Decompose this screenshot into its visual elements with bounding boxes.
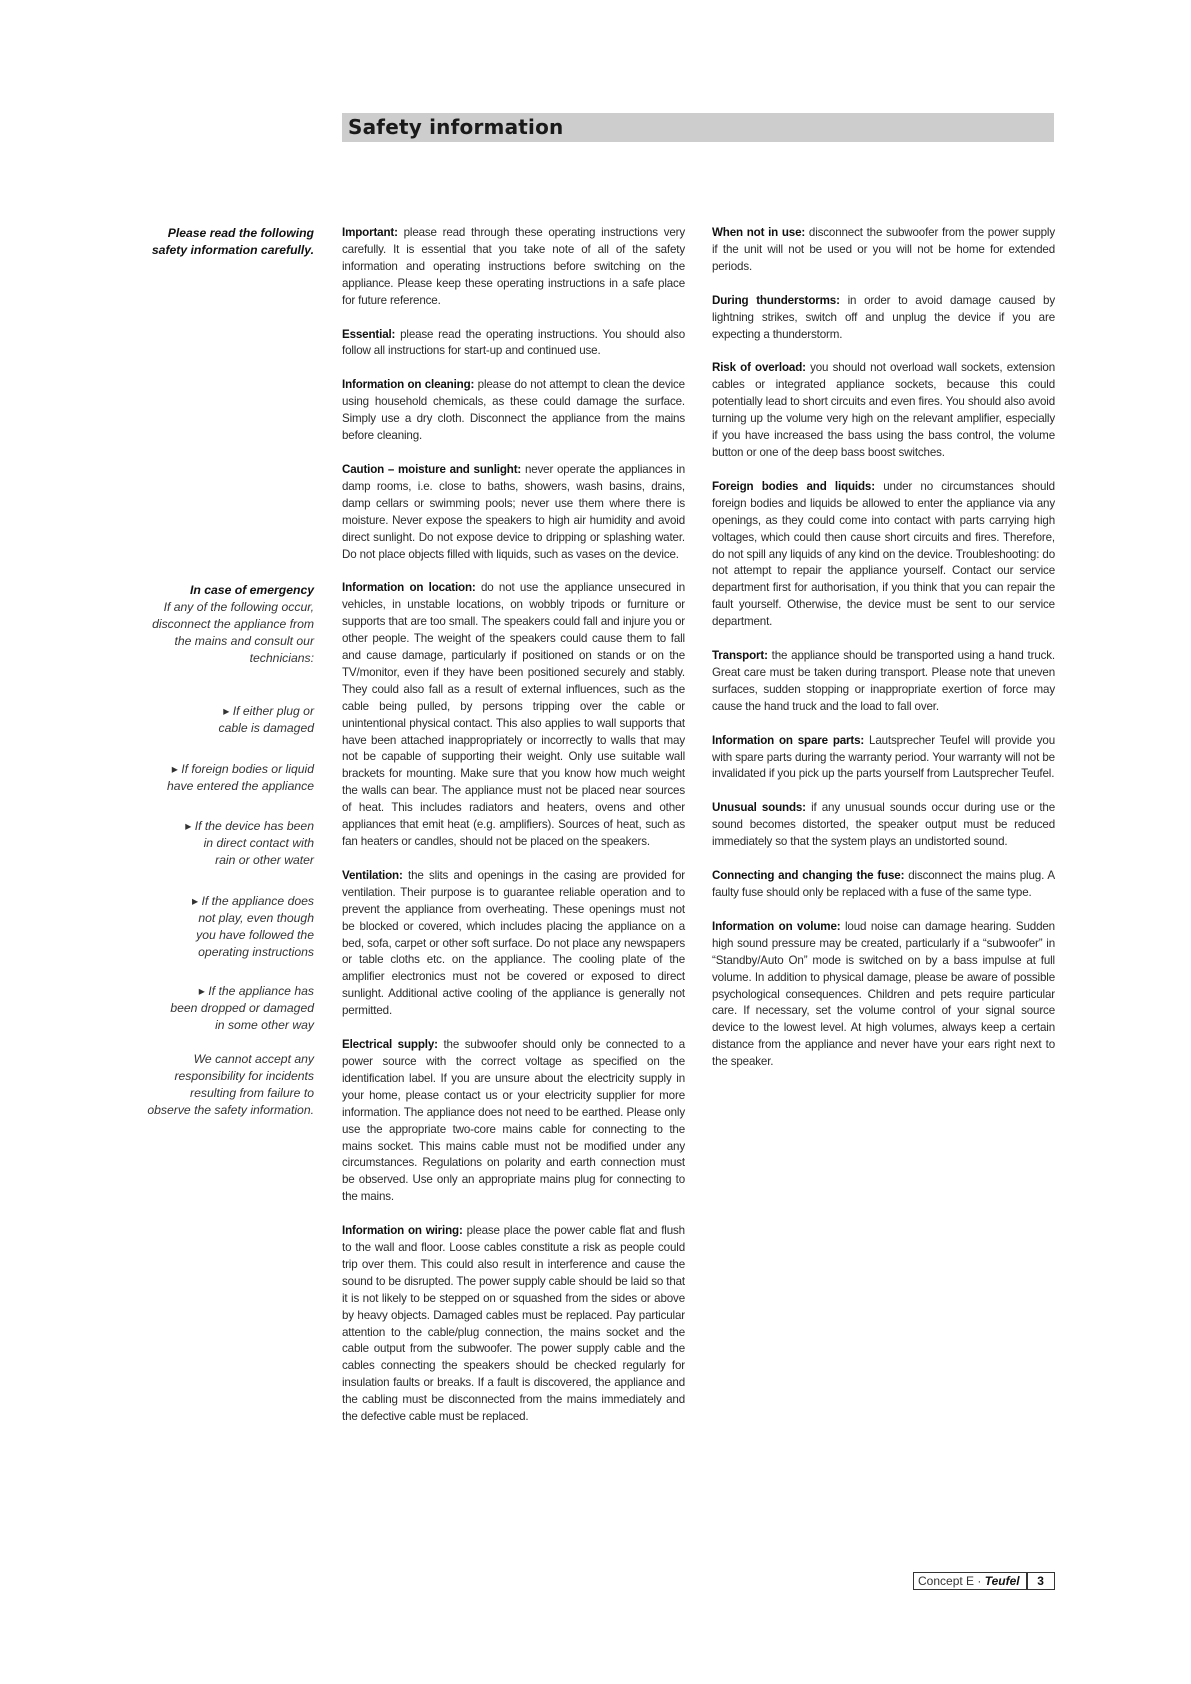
page-title-bar <box>342 113 1054 142</box>
emergency-title: In case of emergency <box>190 583 314 597</box>
section-transport: Transport: the appliance should be transported using a hand truck. Great care must be taken during transport. Please note that uneven surfaces, sudden stopping or inappropriate exertion of force may cause the hand truck and the load to fall over. <box>712 649 1055 713</box>
page-footer <box>913 1572 1055 1590</box>
section-wiring: Information on wiring: please place the power cable flat and flush to the wall and floor. Loose cables constitute a risk as people could trip over them. This could also result in interference and cause the sound to be disrupted. The power supply cable should be laid so that it is not likely to be stepped on or squashed from the sides or above by heavy objects. Damaged cables must be replaced. Pay particular attention to the cable/plug connection, the mains socket and the cable output from the subwoofer. The power supply cable and the cables connecting the speakers should be checked regularly for insulation faults or breaks. If a fault is discovered, the appliance and the cabling must be disconnected from the mains immediately and the defective cable must be replaced. <box>342 1224 685 1424</box>
emergency-bullet: ▸ If the device has been in direct contact with rain or other water <box>185 819 314 867</box>
section-electrical: Electrical supply: the subwoofer should only be connected to a power source with the correct voltage as specified on the identification label. If you are unsure about the electricity supply in your home, please contact us or your electricity supplier for more information. The appliance does not need to be earthed. Please only use the appropriate two-core mains cable for connecting to the mains socket. This mains cable must not be modified under any circumstances. Regulations on polarity and earth connection must be observed. Use only an appropriate mains plug for connecting to the mains. <box>342 1038 685 1204</box>
emergency-bullet: ▸ If the appliance has been dropped or damaged in some other way <box>170 984 314 1032</box>
section-sounds: Unusual sounds: if any unusual sounds occur during use or the sound becomes distorted, the speaker output must be reduced immediately so that the system plays an undistorted sound. <box>712 801 1056 849</box>
bullet-arrow-icon: ▸ <box>223 704 233 718</box>
emergency-bullet: ▸ If the appliance does not play, even though you have followed the operating instructions <box>192 894 314 959</box>
section-cleaning: Information on cleaning: please do not attempt to clean the device using household chemicals, as these could damage the surface. Simply use a dry cloth. Disconnect the appliance from the mains before cleaning. <box>342 378 685 443</box>
section-overload: Risk of overload: you should not overload wall sockets, extension cables or integrated appliance sockets, because this could potentially lead to short circuits and even fires. You should also avoid turning up the volume very high on the relevant amplifier, especially if you have increased the bass using the bass control, the volume button or one of the deep bass boost switches. <box>712 361 1055 459</box>
page-number: 3 <box>1026 1573 1054 1589</box>
bullet-arrow-icon: ▸ <box>192 894 202 908</box>
section-ventilation: Ventilation: the slits and openings in the casing are provided for ventilation. Their purpose is to guarantee reliable operation and to prevent the appliance from overheating. These openings must not be blocked or covered, which includes placing the appliance on a bed, sofa, carpet or other soft surface. Do not place any newspapers or table cloths etc. on the appliance. The cooling plate of the amplifier electronics must not be covered or exposed to direct sunlight. Additional active cooling of the appliance is generally not permitted. <box>342 868 685 1018</box>
sidebar-intro: Please read the following safety information carefully. <box>151 226 314 257</box>
emergency-bullet: ▸ If either plug or cable is damaged <box>218 704 314 735</box>
emergency-bullet: ▸ If foreign bodies or liquid have entered the appliance <box>166 762 314 793</box>
section-spare-parts: Information on spare parts: Lautsprecher Teufel will provide you with spare parts during the warranty period. Your warranty will not be invalidated if you pick up the parts yourself from Lautsprecher Teufel. <box>712 733 1055 781</box>
footer-product: Concept E · Teufel <box>918 1574 1020 1588</box>
section-moisture: Caution – moisture and sunlight: never operate the appliances in damp rooms, i.e. close to baths, showers, wash basins, drains, damp cellars or swimming pools; never use them where there is moisture. Never expose the speakers to high air humidity and avoid direct sunlight. Do not expose device to dripping or splashing water. Do not place objects filled with liquids, such as vases on the device. <box>342 462 685 561</box>
section-fuse: Connecting and changing the fuse: disconnect the mains plug. A faulty fuse should only be replaced with a fuse of the same type. <box>712 869 1055 899</box>
emergency-block: In case of emergency If any of the following occur, disconnect the appliance from the mains and consult our technicians: <box>140 582 314 667</box>
bullet-arrow-icon: ▸ <box>198 984 209 998</box>
teufel-logo: Teufel <box>984 1574 1020 1588</box>
section-volume: Information on volume: loud noise can damage hearing. Sudden high sound pressure may be created, particularly if a “subwoofer” in “Standby/Auto On” mode is switched on by a bass impulse at full volume. In addition to physical damage, please be aware of possible psychological consequences. Children and pets require particular care. If necessary, set the volume control of your signal source device to the lowest level. At high volumes, always keep a certain distance from the appliance and never have your ears right next to the speaker. <box>712 919 1055 1069</box>
content-column-right <box>712 225 1055 1088</box>
content-column-left <box>342 225 685 1443</box>
bullet-arrow-icon: ▸ <box>185 819 195 833</box>
section-thunderstorms: During thunderstorms: in order to avoid damage caused by lightning strikes, switch off and unplug the device if you are expecting a thunderstorm. <box>712 293 1056 341</box>
section-location: Information on location: do not use the appliance unsecured in vehicles, in unstable locations, on wobbly tripods or furniture or supports that are too small. The speakers could fall and injure you or other people. The weight of the speakers could cause them to fall and cause damage, particularly if positioned on stands or on the TV/monitor, even if they have been positioned securely and stably. They could also fall as a result of external influences, such as the cable being pulled, by persons tripping over the cable or unintentional physical contact. This also applies to wall supports that have been attached inappropriately or incorrectly to walls that may not be capable of supporting their weight. Only use suitable wall brackets for mounting. Make sure that you know how much weight the walls can bear. The appliance must not be placed near sources of heat. This includes radiators and heaters, ovens and other appliances that emit heat (e.g. amplifiers). Sources of heat, such as fan heaters or candles, should not be placed on the speakers. <box>342 581 685 848</box>
section-not-in-use: When not in use: disconnect the subwoofer from the power supply if the unit will not be used or you will not be home for extended periods. <box>712 226 1055 273</box>
disclaimer: We cannot accept any responsibility for incidents resulting from failure to observe the safety information. <box>147 1052 314 1117</box>
bullet-arrow-icon: ▸ <box>171 762 182 776</box>
page-title: Safety information <box>348 115 564 139</box>
section-important: Important: please read through these operating instructions very carefully. It is essential that you take note of all of the safety information and operating instructions before switching on the appliance. Please keep these operating instructions in a safe place for future reference. <box>342 226 685 307</box>
section-essential: Essential: please read the operating instructions. You should also follow all instructions for start-up and continued use. <box>342 327 685 358</box>
section-foreign: Foreign bodies and liquids: under no circumstances should foreign bodies and liquids be allowed to enter the appliance via any openings, as they could come into contact with parts carrying high voltages, which could then cause short circuits and fires. Therefore, do not spill any liquids of any kind on the device. Troubleshooting: do not attempt to repair the appliance yourself. Contact our service department first for authorisation, if you think that you can repair the fault yourself. Otherwise, the device must be sent to our service department. <box>712 479 1055 629</box>
